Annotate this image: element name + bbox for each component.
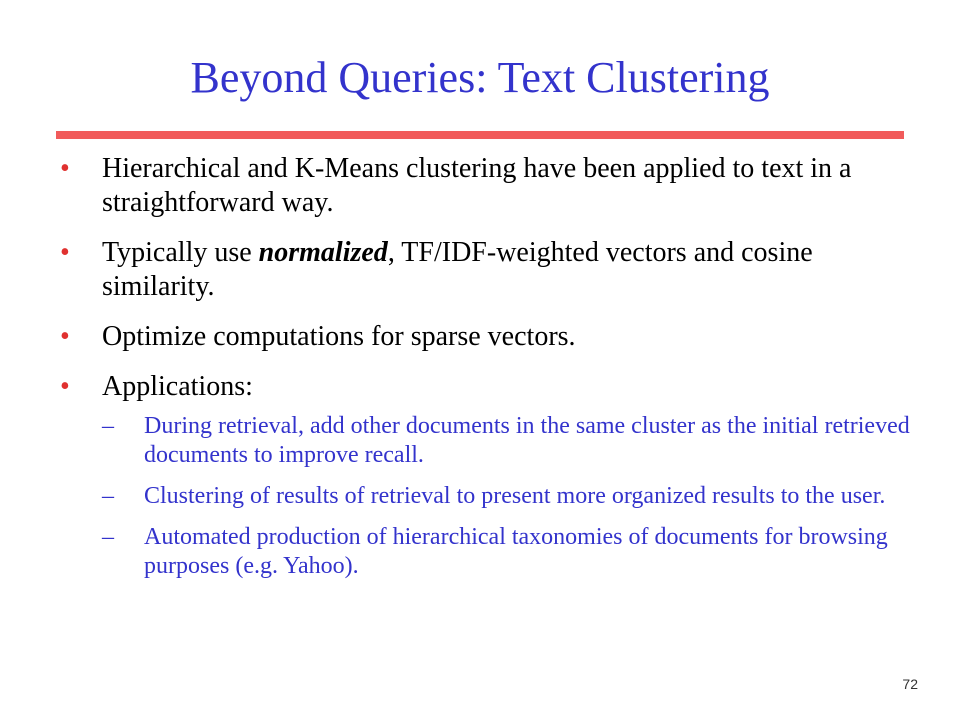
sub-item-text: During retrieval, add other documents in the same cluster as the initial retrieved documents to improve recall.: [144, 413, 910, 468]
bullet-item-clustering: [60, 152, 910, 220]
dash-icon: –: [102, 483, 114, 509]
bullet-dot-icon: •: [60, 237, 70, 268]
bullet-text: Hierarchical and K-Means clustering have been applied to text in a straightforward way.: [102, 153, 852, 218]
dash-icon: –: [102, 524, 114, 550]
sub-item-retrieval: [102, 412, 910, 470]
sub-item-text: Automated production of hierarchical taxonomies of documents for browsing purposes (e.g. Yahoo).: [144, 524, 888, 579]
bullet-text-emphasis: normalized: [258, 237, 388, 268]
bullet-text: [102, 237, 813, 302]
sub-item-results: [102, 482, 910, 511]
applications-sub-list: [102, 412, 910, 581]
sub-item-text: Clustering of results of retrieval to present more organized results to the user.: [144, 483, 886, 509]
slide-title: Beyond Queries: Text Clustering: [190, 53, 770, 102]
dash-icon: –: [102, 413, 114, 439]
bullet-dot-icon: •: [60, 321, 70, 352]
bullet-text: Applications:: [102, 371, 253, 402]
bullet-text-before: Typically use: [102, 237, 259, 268]
bullet-text-after: , TF/IDF-weighted vectors and cosine similarity.: [102, 237, 813, 302]
sub-item-taxonomies: [102, 523, 910, 581]
bullet-list: [60, 152, 910, 597]
bullet-item-applications: [60, 370, 910, 581]
bullet-item-vectors: [60, 236, 910, 304]
bullet-text: Optimize computations for sparse vectors.: [102, 321, 576, 352]
bullet-dot-icon: •: [60, 371, 70, 402]
bullet-dot-icon: •: [60, 153, 70, 184]
title-underline-rule: [56, 131, 904, 139]
page-number: 72: [902, 676, 918, 692]
bullet-item-optimize: [60, 320, 910, 354]
